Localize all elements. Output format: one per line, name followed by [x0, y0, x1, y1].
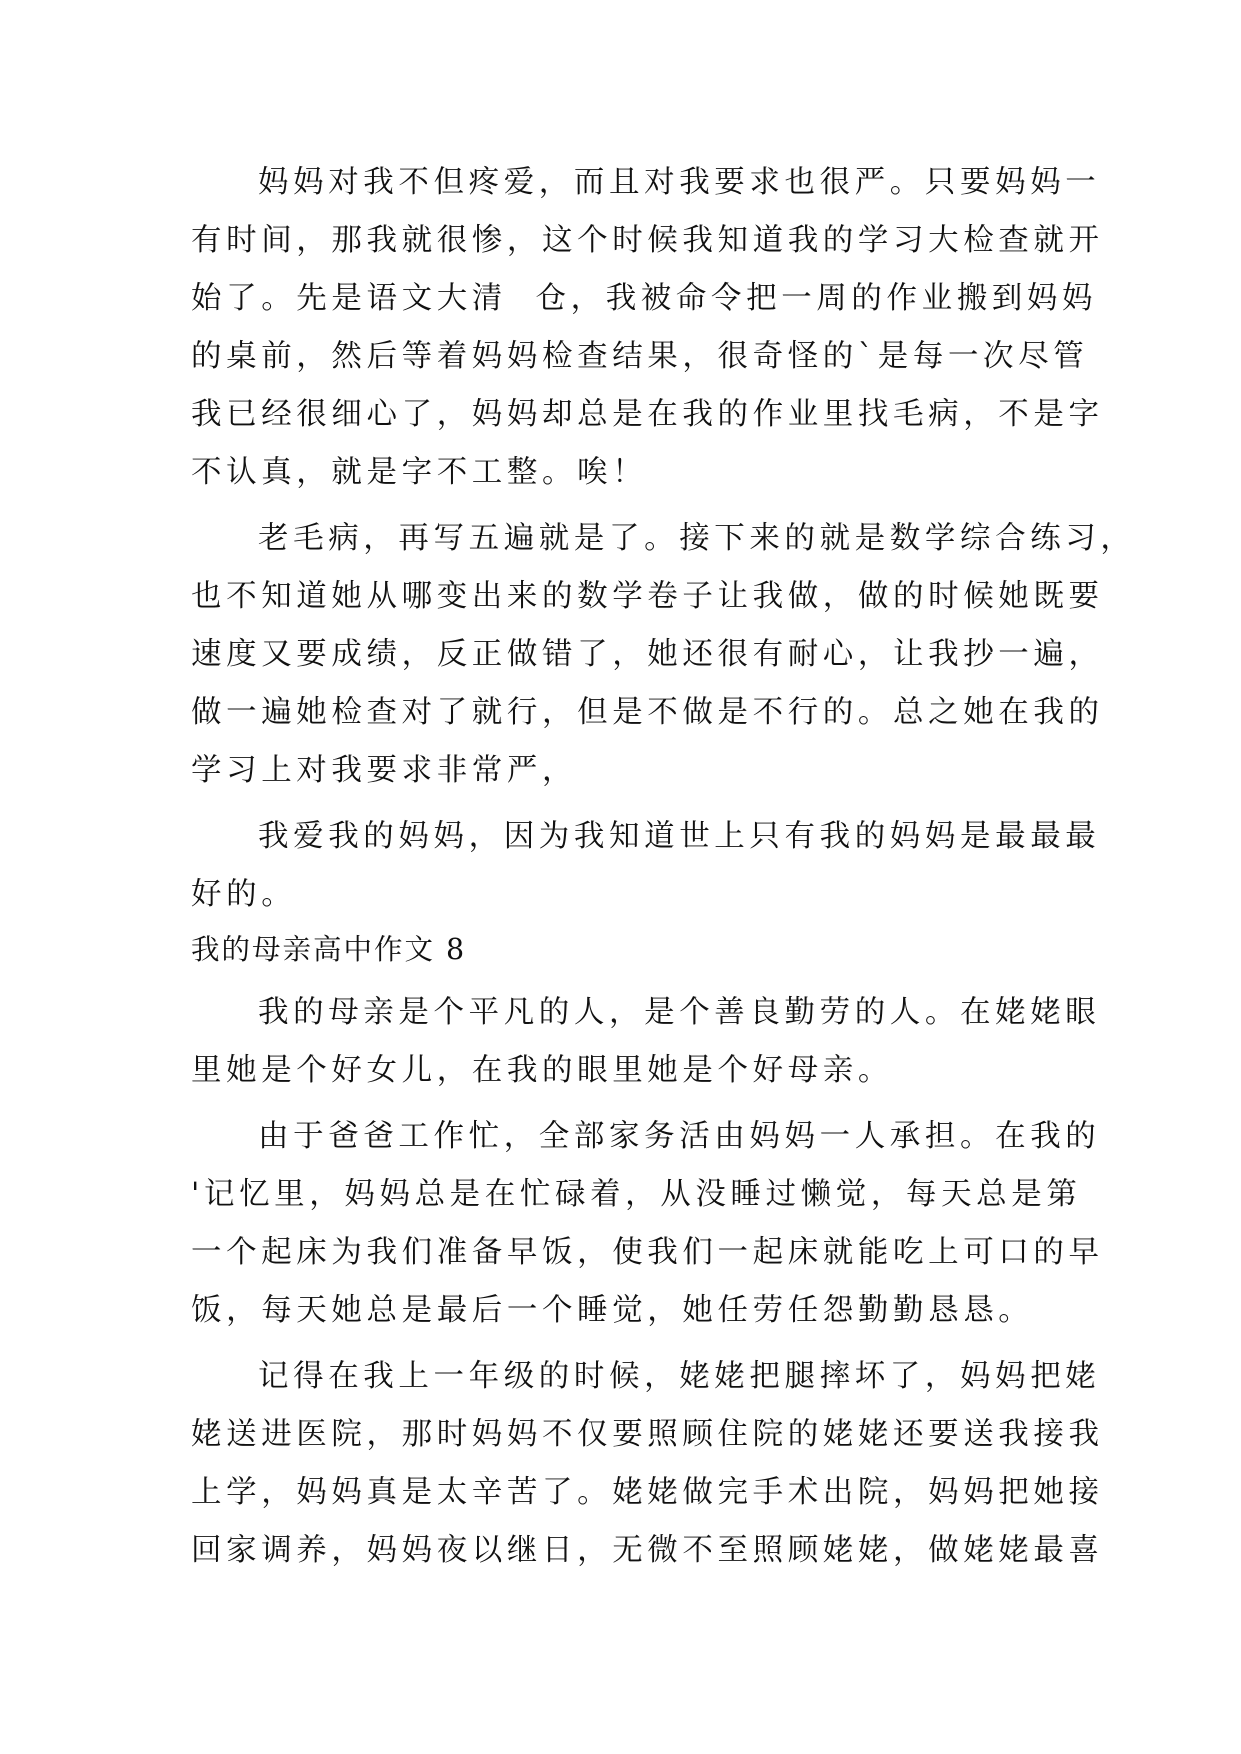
- paragraph-line: 记得在我上一年级的时候，姥姥把腿摔坏了，妈妈把姥: [258, 1359, 1101, 1394]
- paragraph-line: 也不知道她从哪变出来的数学卷子让我做，做的时候她既要: [191, 579, 1104, 614]
- paragraph-line: '记忆里，妈妈总是在忙碌着，从没睡过懒觉，每天总是第: [191, 1177, 1082, 1212]
- paragraph-line: 回家调养，妈妈夜以继日，无微不至照顾姥姥，做姥姥最喜: [191, 1533, 1104, 1568]
- paragraph-line: 一个起床为我们准备早饭，使我们一起床就能吃上可口的早: [191, 1235, 1104, 1270]
- paragraph-line: 妈妈对我不但疼爱，而且对我要求也很严。只要妈妈一: [258, 165, 1101, 200]
- section-heading: 我的母亲高中作文 8: [191, 933, 467, 966]
- paragraph-line: 我的母亲是个平凡的人，是个善良勤劳的人。在姥姥眼: [258, 995, 1101, 1030]
- paragraph-line: 由于爸爸工作忙，全部家务活由妈妈一人承担。在我的: [258, 1119, 1101, 1154]
- paragraph-line: 我已经很细心了，妈妈却总是在我的作业里找毛病，不是字: [191, 397, 1104, 432]
- paragraph-line: 做一遍她检查对了就行，但是不做是不行的。总之她在我的: [191, 695, 1104, 730]
- paragraph-line: 学习上对我要求非常严，: [191, 753, 578, 788]
- paragraph-line: 好的。: [191, 877, 297, 912]
- paragraph-line: 里她是个好女儿，在我的眼里她是个好母亲。: [191, 1053, 893, 1088]
- paragraph-line: 的桌前，然后等着妈妈检查结果，很奇怪的`是每一次尽管: [191, 339, 1089, 374]
- paragraph-line: 有时间，那我就很惨，这个时候我知道我的学习大检查就开: [191, 223, 1104, 258]
- paragraph-line: 始了。先是语文大清 仓，我被命令把一周的作业搬到妈妈: [191, 281, 1098, 316]
- paragraph-line: 速度又要成绩，反正做错了，她还很有耐心，让我抄一遍，: [191, 637, 1104, 672]
- paragraph-line: 我爱我的妈妈，因为我知道世上只有我的妈妈是最最最: [258, 819, 1101, 854]
- paragraph-line: 饭，每天她总是最后一个睡觉，她任劳任怨勤勤恳恳。: [191, 1293, 1034, 1328]
- paragraph-line: 不认真，就是字不工整。唉！: [191, 455, 648, 490]
- paragraph-line: 姥送进医院，那时妈妈不仅要照顾住院的姥姥还要送我接我: [191, 1417, 1104, 1452]
- paragraph-line: 上学，妈妈真是太辛苦了。姥姥做完手术出院，妈妈把她接: [191, 1475, 1104, 1510]
- paragraph-line: 老毛病，再写五遍就是了。接下来的就是数学综合练习，: [258, 521, 1136, 556]
